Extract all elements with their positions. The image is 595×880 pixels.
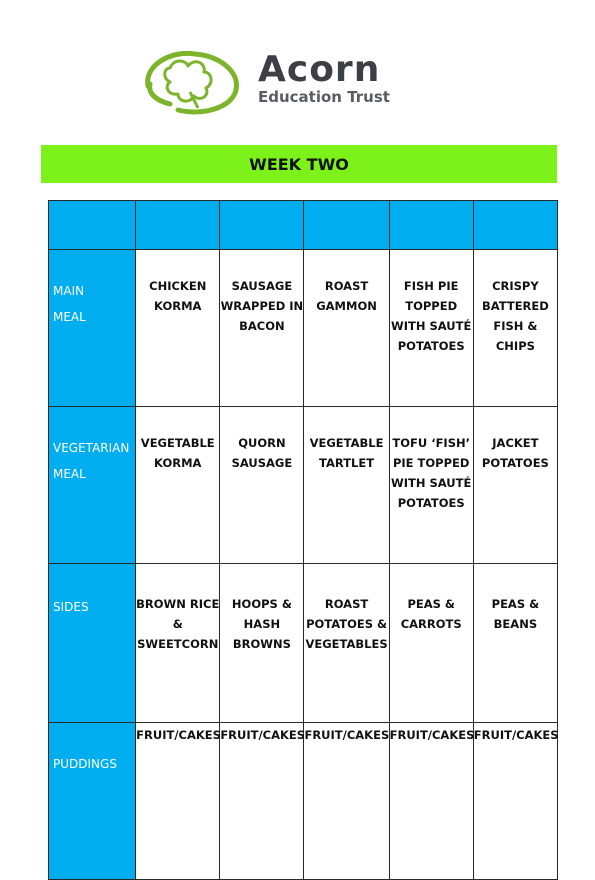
header-cell xyxy=(220,201,304,250)
dish-cell xyxy=(304,564,389,723)
header-cell xyxy=(304,201,389,250)
menu-row xyxy=(49,723,558,880)
dish-line: JACKET xyxy=(492,436,539,450)
dish-cell xyxy=(304,407,389,564)
dish-line: GAMMON xyxy=(316,299,377,313)
dish-line: WRAPPED IN xyxy=(220,299,304,313)
dish-line: SWEETCORN xyxy=(137,637,219,651)
dish-cell xyxy=(220,250,304,407)
menu-row xyxy=(49,250,558,407)
row-label-line: MEAL xyxy=(53,310,86,324)
row-label-line: PUDDINGS xyxy=(53,757,117,771)
dish-line: TARTLET xyxy=(319,456,375,470)
dish-line: POTATOES & xyxy=(306,617,388,631)
brand-subtitle: Education Trust xyxy=(258,88,390,106)
dish-cell xyxy=(220,407,304,564)
dish-cell xyxy=(389,407,473,564)
table-header-row xyxy=(49,201,558,250)
brand-name: Acorn xyxy=(258,49,381,90)
dish-line: FISH PIE xyxy=(403,279,459,293)
dish-line: VEGETABLE xyxy=(140,436,215,450)
dish-cell xyxy=(136,250,220,407)
dish-cell xyxy=(304,723,389,880)
row-label xyxy=(49,407,136,564)
dish-line: & xyxy=(172,617,183,631)
dish-line: SAUSAGE xyxy=(231,456,293,470)
row-label xyxy=(49,564,136,723)
dish-cell xyxy=(304,250,389,407)
dish-line: SAUSAGE xyxy=(231,279,293,293)
dish-line: ROAST xyxy=(324,279,369,293)
row-label-line: SIDES xyxy=(53,600,89,614)
dish-cell xyxy=(473,723,557,880)
dish-line: POTATOES xyxy=(397,339,465,353)
dish-line: CHICKEN xyxy=(149,279,207,293)
dish-line: PEAS & xyxy=(407,597,455,611)
dish-cell xyxy=(136,407,220,564)
dish-cell xyxy=(220,723,304,880)
dish-line: BATTERED xyxy=(481,299,549,313)
menu-row xyxy=(49,564,558,723)
row-label-line: VEGETARIAN xyxy=(53,441,130,455)
dish-line: FRUIT/CAKES xyxy=(389,728,475,742)
menu-row xyxy=(49,407,558,564)
dish-cell xyxy=(389,723,473,880)
dish-line: BROWN RICE xyxy=(136,597,220,611)
acorn-leaf-icon xyxy=(140,46,250,116)
header-cell xyxy=(389,201,473,250)
dish-line: BROWNS xyxy=(232,637,291,651)
dish-line: PEAS & xyxy=(491,597,540,611)
dish-cell xyxy=(389,564,473,723)
dish-cell xyxy=(136,723,220,880)
dish-line: FRUIT/CAKES xyxy=(473,728,559,742)
dish-line: HOOPS & xyxy=(231,597,292,611)
dish-line: WITH SAUTÉ xyxy=(391,476,472,490)
header-cell xyxy=(49,201,136,250)
dish-line: KORMA xyxy=(154,456,202,470)
dish-line: VEGETABLES xyxy=(305,637,388,651)
dish-line: HASH xyxy=(243,617,281,631)
dish-line: KORMA xyxy=(154,299,202,313)
week-title: WEEK TWO xyxy=(249,154,349,174)
dish-line: CRISPY xyxy=(492,279,539,293)
header-cell xyxy=(473,201,557,250)
acorn-logo xyxy=(140,46,430,116)
dish-line: TOPPED xyxy=(405,299,458,313)
dish-line: FRUIT/CAKES xyxy=(220,728,306,742)
dish-line: POTATOES xyxy=(397,496,465,510)
dish-line: VEGETABLE xyxy=(309,436,384,450)
dish-cell xyxy=(220,564,304,723)
dish-line: FRUIT/CAKES xyxy=(304,728,390,742)
menu-table xyxy=(48,200,558,880)
dish-cell xyxy=(473,407,557,564)
week-banner xyxy=(41,145,557,183)
dish-line: CARROTS xyxy=(400,617,462,631)
row-label-line: MEAL xyxy=(53,467,86,481)
dish-line: TOFU ‘FISH’ xyxy=(392,436,470,450)
dish-line: WITH SAUTÉ xyxy=(391,319,472,333)
row-label xyxy=(49,250,136,407)
dish-line: POTATOES xyxy=(481,456,549,470)
dish-line: ROAST xyxy=(324,597,369,611)
dish-cell xyxy=(136,564,220,723)
dish-line: BEANS xyxy=(493,617,538,631)
dish-line: BACON xyxy=(239,319,285,333)
dish-line: FRUIT/CAKES xyxy=(136,728,221,742)
dish-cell xyxy=(473,564,557,723)
row-label xyxy=(49,723,136,880)
dish-cell xyxy=(473,250,557,407)
header-cell xyxy=(136,201,220,250)
dish-line: FISH & CHIPS xyxy=(493,319,538,353)
dish-cell xyxy=(389,250,473,407)
dish-line: QUORN xyxy=(238,436,286,450)
dish-line: PIE TOPPED xyxy=(392,456,470,470)
row-label-line: MAIN xyxy=(53,284,85,298)
